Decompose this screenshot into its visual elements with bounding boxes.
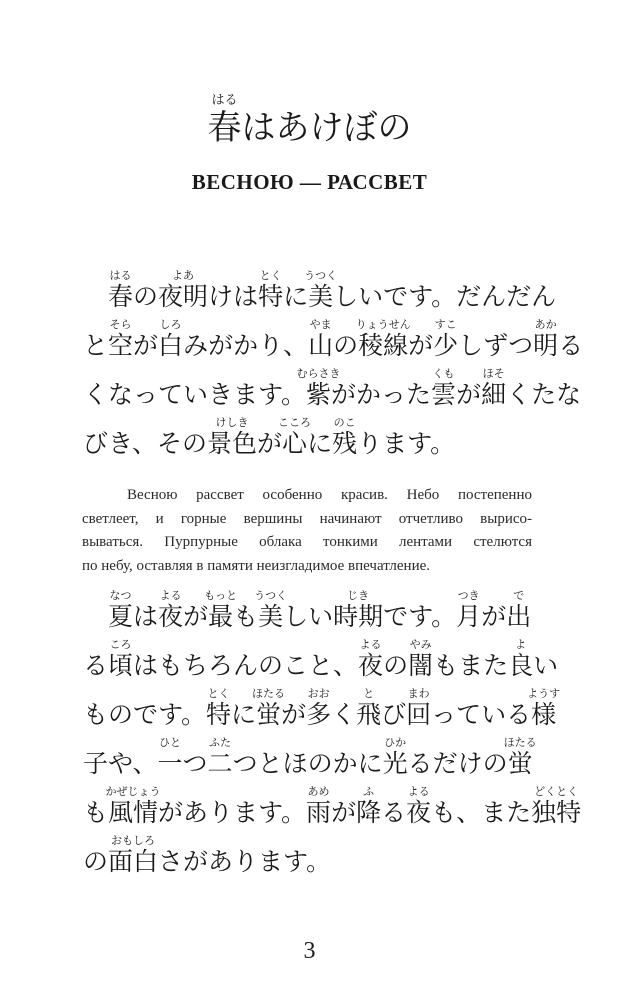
text-run <box>133 282 158 312</box>
base-text: ります。 <box>357 429 456 458</box>
furigana: よあ <box>172 269 195 282</box>
base-text: があります。 <box>158 798 307 827</box>
ruby-word <box>304 269 338 312</box>
furigana: ようす <box>527 687 561 700</box>
furigana: しろ <box>159 318 182 331</box>
furigana: おお <box>307 687 330 700</box>
text-run <box>233 602 258 632</box>
text-run <box>158 798 306 828</box>
furigana: はる <box>211 93 238 108</box>
translation-line: Весною рассвет особенно красив. Небо постепенно <box>127 487 532 503</box>
base-text: 良 <box>508 651 534 680</box>
ruby-word <box>207 416 258 459</box>
base-text: の <box>133 282 159 311</box>
base-text: が <box>481 602 507 631</box>
furigana: よ <box>515 638 527 651</box>
base-text: も、また <box>431 798 532 827</box>
japanese-paragraph-2 <box>83 589 582 884</box>
ruby-word <box>158 318 184 361</box>
base-text: はあけぼの <box>241 108 412 148</box>
base-text <box>83 282 108 311</box>
base-text: 紫 <box>306 380 332 409</box>
text-run <box>333 282 556 312</box>
furigana: おもしろ <box>111 834 156 847</box>
ruby-word <box>108 589 134 632</box>
ruby-word <box>408 638 434 681</box>
ruby-word <box>433 318 459 361</box>
base-text: 闇 <box>408 651 434 680</box>
base-text: 特 <box>258 282 284 311</box>
base-text: い <box>533 651 559 680</box>
base-text: に <box>283 282 309 311</box>
text-run <box>133 602 158 632</box>
furigana: ころ <box>109 638 132 651</box>
base-text: 美 <box>258 602 284 631</box>
base-text: 美 <box>308 282 334 311</box>
russian-translation-paragraph <box>82 484 532 578</box>
text-line <box>83 417 528 466</box>
base-text: 飛 <box>356 700 382 729</box>
text-run <box>183 602 208 632</box>
base-text: 残 <box>332 429 358 458</box>
ruby-word <box>456 589 482 632</box>
ruby-word <box>333 589 384 632</box>
ruby-word <box>406 687 432 730</box>
ruby-word <box>503 736 537 779</box>
furigana: ほそ <box>482 367 505 380</box>
text-run <box>558 331 583 361</box>
base-text: る <box>83 651 109 680</box>
base-text: 春 <box>108 282 134 311</box>
text-line <box>83 835 528 884</box>
base-text: が <box>183 602 209 631</box>
base-text: が <box>331 798 357 827</box>
base-text: く <box>331 700 357 729</box>
base-text: 景色 <box>207 429 258 458</box>
base-text: が <box>408 331 434 360</box>
ruby-word <box>258 269 284 312</box>
furigana: すこ <box>434 318 457 331</box>
text-run <box>456 380 481 410</box>
text-run <box>183 331 308 361</box>
text-run <box>458 331 533 361</box>
base-text: 夜明 <box>158 282 209 311</box>
text-run <box>208 282 258 312</box>
text-line <box>83 269 557 319</box>
base-text: 夜 <box>158 602 184 631</box>
ruby-word <box>306 687 332 730</box>
base-text: 風情 <box>108 798 159 827</box>
furigana: ひと <box>159 736 182 749</box>
base-text: 様 <box>531 700 557 729</box>
furigana: とく <box>207 687 230 700</box>
furigana: まわ <box>407 687 430 700</box>
base-text: 細 <box>481 380 507 409</box>
chapter-title <box>0 93 619 148</box>
base-text: 時期 <box>333 602 384 631</box>
ruby-word <box>158 269 209 312</box>
text-run <box>381 700 406 730</box>
furigana: かぜじょう <box>105 785 161 798</box>
text-run <box>481 602 506 632</box>
text-run <box>408 331 433 361</box>
ruby-word <box>254 589 288 632</box>
furigana: りょうせん <box>355 318 411 331</box>
furigana: やみ <box>409 638 432 651</box>
ruby-word <box>204 589 238 632</box>
base-text: に <box>231 700 257 729</box>
furigana: よる <box>159 589 182 602</box>
text-run <box>133 331 158 361</box>
ruby-word <box>332 416 358 459</box>
text-run <box>83 651 108 681</box>
furigana: くも <box>432 367 455 380</box>
text-run <box>231 700 256 730</box>
ruby-word <box>355 318 411 361</box>
ruby-word <box>382 736 408 779</box>
japanese-paragraph-1 <box>83 269 584 466</box>
furigana: と <box>363 687 375 700</box>
base-text: の <box>83 847 109 876</box>
base-text: です。 <box>383 602 457 631</box>
base-text: 子や、 <box>83 749 158 778</box>
ruby-word <box>207 736 233 779</box>
base-text: 春 <box>207 108 242 148</box>
translation-line: вываться. Пурпурные облака тонкими лентами стелются <box>82 534 532 550</box>
furigana: こころ <box>278 416 312 429</box>
base-text: くなっていきます。 <box>83 380 307 409</box>
furigana: あめ <box>307 785 330 798</box>
furigana: はる <box>109 269 132 282</box>
text-run <box>331 380 431 410</box>
furigana: ふた <box>209 736 232 749</box>
base-text: 雨 <box>306 798 332 827</box>
base-text: が <box>257 429 283 458</box>
base-text: 蛍 <box>256 700 282 729</box>
text-run <box>331 798 356 828</box>
text-line <box>83 318 584 368</box>
text-run <box>283 602 333 632</box>
text-run <box>431 700 531 730</box>
ruby-word <box>356 687 382 730</box>
base-text: る <box>381 798 407 827</box>
base-text: 心 <box>282 429 308 458</box>
text-run <box>357 429 455 459</box>
furigana: むらさき <box>296 367 341 380</box>
base-text: 稜線 <box>358 331 409 360</box>
ruby-word <box>527 687 561 730</box>
text-line <box>83 736 537 786</box>
base-text: 雲 <box>431 380 457 409</box>
translation-line: по небу, оставляя в памяти неизгладимое впечатление. <box>82 557 431 574</box>
furigana: よる <box>407 785 430 798</box>
base-text: しい <box>283 602 334 631</box>
base-text: 回 <box>406 700 432 729</box>
text-run <box>281 700 306 730</box>
text-line <box>83 367 582 417</box>
base-text: がかった <box>331 380 432 409</box>
ruby-word <box>358 638 384 681</box>
ruby-word <box>157 736 183 779</box>
base-text: の <box>333 331 359 360</box>
text-run <box>533 651 558 681</box>
base-text: はもちろんのこと、 <box>133 651 359 680</box>
ruby-word <box>306 785 332 828</box>
base-text <box>83 602 108 631</box>
base-text: くたな <box>506 380 582 409</box>
base-text: と <box>83 331 109 360</box>
text-run <box>83 331 108 361</box>
furigana: とく <box>259 269 282 282</box>
ruby-word <box>481 367 507 410</box>
furigana: ほたる <box>503 736 537 749</box>
base-text: っている <box>431 700 532 729</box>
ruby-word <box>108 834 159 877</box>
text-line <box>83 687 561 737</box>
furigana: のこ <box>333 416 356 429</box>
base-text: も <box>83 798 109 827</box>
base-text: しずつ <box>458 331 534 360</box>
ruby-word <box>105 785 161 828</box>
text-run <box>83 602 108 632</box>
furigana: やま <box>309 318 332 331</box>
furigana: そら <box>109 318 132 331</box>
text-run <box>431 798 531 828</box>
ruby-word <box>108 638 134 681</box>
text-run <box>333 331 358 361</box>
text-run <box>381 798 406 828</box>
base-text: 独特 <box>531 798 582 827</box>
text-run <box>506 380 581 410</box>
base-text: 面白 <box>108 847 159 876</box>
base-text: 蛍 <box>507 749 533 778</box>
base-text: る <box>558 331 584 360</box>
text-run <box>158 847 331 877</box>
text-run <box>433 651 508 681</box>
text-run <box>242 108 412 148</box>
chapter-subtitle: ВЕСНОЮ — РАССВЕТ <box>191 170 428 194</box>
ruby-word <box>108 318 134 361</box>
text-run <box>183 749 208 779</box>
furigana: うつく <box>254 589 288 602</box>
furigana: つき <box>457 589 480 602</box>
base-text: びき、その <box>83 429 208 458</box>
furigana: なつ <box>109 589 132 602</box>
text-run <box>233 749 383 779</box>
base-text: しいです。だんだん <box>333 282 557 311</box>
base-text: の <box>383 651 409 680</box>
base-text: 明 <box>533 331 559 360</box>
ruby-word <box>207 93 242 148</box>
text-run <box>83 700 206 730</box>
base-text: 夜 <box>406 798 432 827</box>
base-text: ものです。 <box>83 700 207 729</box>
base-text: 光 <box>382 749 408 778</box>
text-run <box>257 429 282 459</box>
base-text: も <box>233 602 259 631</box>
furigana: うつく <box>304 269 338 282</box>
text-line <box>83 589 532 639</box>
ruby-word <box>308 318 334 361</box>
base-text: みがかり、 <box>183 331 309 360</box>
translation-line: светлеет, и горные вершины начинают отчетливо вырисо- <box>82 510 532 527</box>
base-text: 頃 <box>108 651 134 680</box>
ruby-word <box>206 687 232 730</box>
text-line <box>83 785 582 835</box>
base-text: 二 <box>207 749 233 778</box>
base-text: 夏 <box>108 602 134 631</box>
base-text: び <box>381 700 407 729</box>
ruby-word <box>108 269 134 312</box>
base-text: に <box>307 429 333 458</box>
base-text: けは <box>208 282 259 311</box>
furigana: じき <box>347 589 370 602</box>
base-text: 白 <box>158 331 184 360</box>
text-run <box>83 749 158 779</box>
base-text: つ <box>182 749 208 778</box>
furigana: で <box>513 589 525 602</box>
base-text: 最 <box>208 602 234 631</box>
ruby-word <box>252 687 286 730</box>
base-text: 少 <box>433 331 459 360</box>
text-run <box>383 651 408 681</box>
base-text: 降 <box>356 798 382 827</box>
text-run <box>331 700 356 730</box>
base-text: 出 <box>506 602 532 631</box>
ruby-word <box>158 589 184 632</box>
base-text: 一 <box>157 749 183 778</box>
text-run <box>408 749 508 779</box>
ruby-word <box>356 785 382 828</box>
base-text: 山 <box>308 331 334 360</box>
base-text: 月 <box>456 602 482 631</box>
text-run <box>133 651 358 681</box>
ruby-word <box>508 638 534 681</box>
text-line <box>83 638 559 688</box>
text-run <box>83 380 306 410</box>
page-number: 3 <box>303 938 316 964</box>
furigana: ふ <box>363 785 375 798</box>
ruby-word <box>278 416 312 459</box>
text-run <box>307 429 332 459</box>
base-text: が <box>133 331 159 360</box>
ruby-word <box>431 367 457 410</box>
base-text: が <box>456 380 482 409</box>
furigana: あか <box>534 318 557 331</box>
furigana: ほたる <box>252 687 286 700</box>
ruby-word <box>533 318 559 361</box>
base-text: さがあります。 <box>158 847 332 876</box>
base-text: 空 <box>108 331 134 360</box>
ruby-word <box>296 367 341 410</box>
base-text: 夜 <box>358 651 384 680</box>
base-text: つとほのかに <box>232 749 383 778</box>
base-text: 特 <box>206 700 232 729</box>
furigana: けしき <box>215 416 249 429</box>
ruby-word <box>531 785 582 828</box>
furigana: ひか <box>384 736 407 749</box>
base-text: もまた <box>433 651 509 680</box>
text-run <box>283 282 308 312</box>
base-text: は <box>133 602 159 631</box>
furigana: どくとく <box>534 785 579 798</box>
base-text: るだけの <box>407 749 508 778</box>
base-text: 多 <box>306 700 332 729</box>
furigana: もっと <box>204 589 238 602</box>
ruby-word <box>406 785 432 828</box>
furigana: よる <box>359 638 382 651</box>
base-text: が <box>281 700 307 729</box>
text-run <box>83 429 207 459</box>
text-run <box>83 282 108 312</box>
text-run <box>83 798 108 828</box>
text-run <box>383 602 456 632</box>
ruby-word <box>506 589 532 632</box>
text-run <box>83 847 108 877</box>
